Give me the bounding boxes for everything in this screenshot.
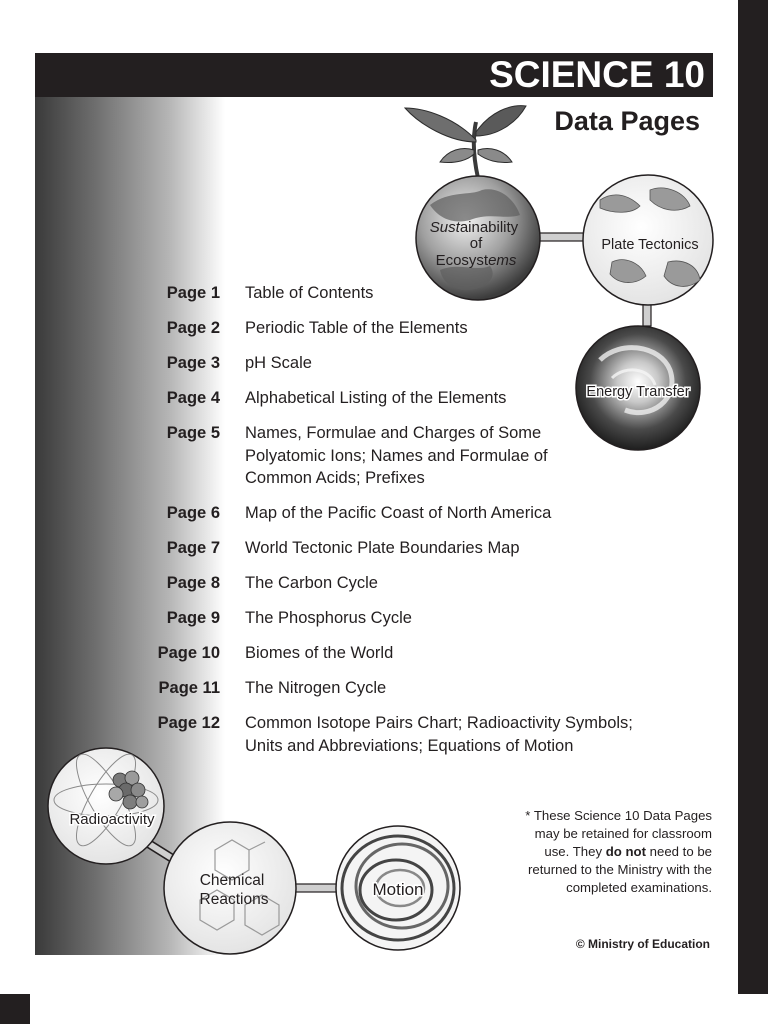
ecosystems-label-a: Ecosyst: [435, 252, 489, 269]
note-emphasis: do not: [605, 844, 646, 859]
note-line: may be retained for classroom: [534, 826, 712, 841]
toc-row: [135, 317, 655, 340]
note-line: [470, 843, 712, 861]
toc-description: [245, 282, 655, 305]
toc-description-line: The Nitrogen Cycle: [245, 679, 387, 697]
note-line: returned to the Ministry with the: [528, 862, 712, 877]
toc-description-line: Periodic Table of the Elements: [245, 319, 468, 337]
toc-page-number: Page 3: [166, 354, 220, 372]
toc-row: [135, 642, 655, 665]
toc-description: [245, 712, 655, 757]
copyright-notice: © Ministry of Education: [575, 937, 710, 951]
toc-description: [245, 352, 655, 375]
toc-row: [135, 607, 655, 630]
toc-description: [245, 677, 655, 700]
toc-description: [245, 572, 655, 595]
toc-page-number: Page 2: [166, 319, 220, 337]
toc-description-line: World Tectonic Plate Boundaries Map: [245, 539, 520, 557]
toc-row: [135, 422, 655, 490]
toc-row: [135, 502, 655, 525]
note-line: * These Science 10 Data Pages: [525, 808, 712, 823]
toc-page-number: Page 8: [166, 574, 220, 592]
toc-description: [245, 422, 655, 490]
radioactivity-label: Radioactivity: [69, 811, 155, 828]
retention-note: [470, 807, 712, 897]
toc-page-number: Page 5: [166, 424, 220, 442]
sustainability-label-a: Sust: [429, 219, 460, 236]
ecosystems-label-b: ems: [488, 252, 517, 269]
toc-page-number: Page 7: [166, 539, 220, 557]
toc-page-number: Page 11: [158, 679, 220, 697]
toc-description-line: Map of the Pacific Coast of North America: [245, 504, 552, 522]
page-subtitle: Data Pages: [554, 106, 700, 136]
sustainability-label-of: of: [469, 235, 483, 252]
chemical-label: Chemical: [199, 872, 265, 889]
toc-description-line: The Carbon Cycle: [245, 574, 378, 592]
toc-row: [135, 352, 655, 375]
motion-label: Motion: [372, 880, 424, 899]
toc-description-line: Common Isotope Pairs Chart; Radioactivity Symbols;: [245, 714, 633, 732]
toc-description-line: Names, Formulae and Charges of Some: [245, 424, 542, 442]
toc-description-line: Units and Abbreviations; Equations of Motion: [245, 736, 574, 755]
energy-transfer-label: Energy Transfer: [586, 384, 690, 400]
toc-description-line: Alphabetical Listing of the Elements: [245, 389, 507, 407]
sustainability-label-b: ainability: [459, 219, 519, 236]
note-text: use. They: [544, 844, 606, 859]
toc-description-line: Common Acids; Prefixes: [245, 469, 425, 487]
toc-description-line: pH Scale: [245, 354, 312, 372]
reactions-label: Reactions: [199, 891, 269, 908]
toc-row: [135, 677, 655, 700]
toc-description: [245, 317, 655, 340]
toc-row: [135, 387, 655, 410]
toc-description-line: Polyatomic Ions; Names and Formulae of: [245, 446, 548, 465]
toc-description: [245, 607, 655, 630]
toc-page-number: Page 1: [166, 284, 220, 302]
svg-text:Sustainability: [430, 219, 519, 236]
toc-description-line: Biomes of the World: [245, 644, 394, 662]
toc-page-number: Page 9: [166, 609, 220, 627]
toc-page-number: Page 12: [157, 714, 220, 732]
toc-description-line: The Phosphorus Cycle: [245, 609, 412, 627]
toc-row: [135, 712, 655, 757]
toc-description: [245, 537, 655, 560]
toc-description: [245, 387, 655, 410]
toc-description: [245, 502, 655, 525]
toc-description-line: Table of Contents: [245, 284, 374, 302]
sprout-icon: [405, 106, 526, 178]
sustainability-globe: [405, 106, 540, 300]
page-title: SCIENCE 10: [489, 54, 705, 95]
toc-row: [135, 572, 655, 595]
chemical-reactions-molecule: [164, 822, 296, 954]
plate-tectonics-label: Plate Tectonics: [601, 237, 699, 253]
toc-page-number: Page 4: [166, 389, 220, 407]
table-of-contents: [135, 282, 655, 770]
toc-row: [135, 282, 655, 305]
note-line: completed examinations.: [566, 880, 712, 895]
svg-text:Ecosystems: [436, 252, 517, 269]
toc-row: [135, 537, 655, 560]
toc-page-number: Page 10: [157, 644, 220, 662]
note-text: need to be: [646, 844, 712, 859]
motion-spiral: [336, 826, 460, 950]
toc-description: [245, 642, 655, 665]
toc-page-number: Page 6: [166, 504, 220, 522]
